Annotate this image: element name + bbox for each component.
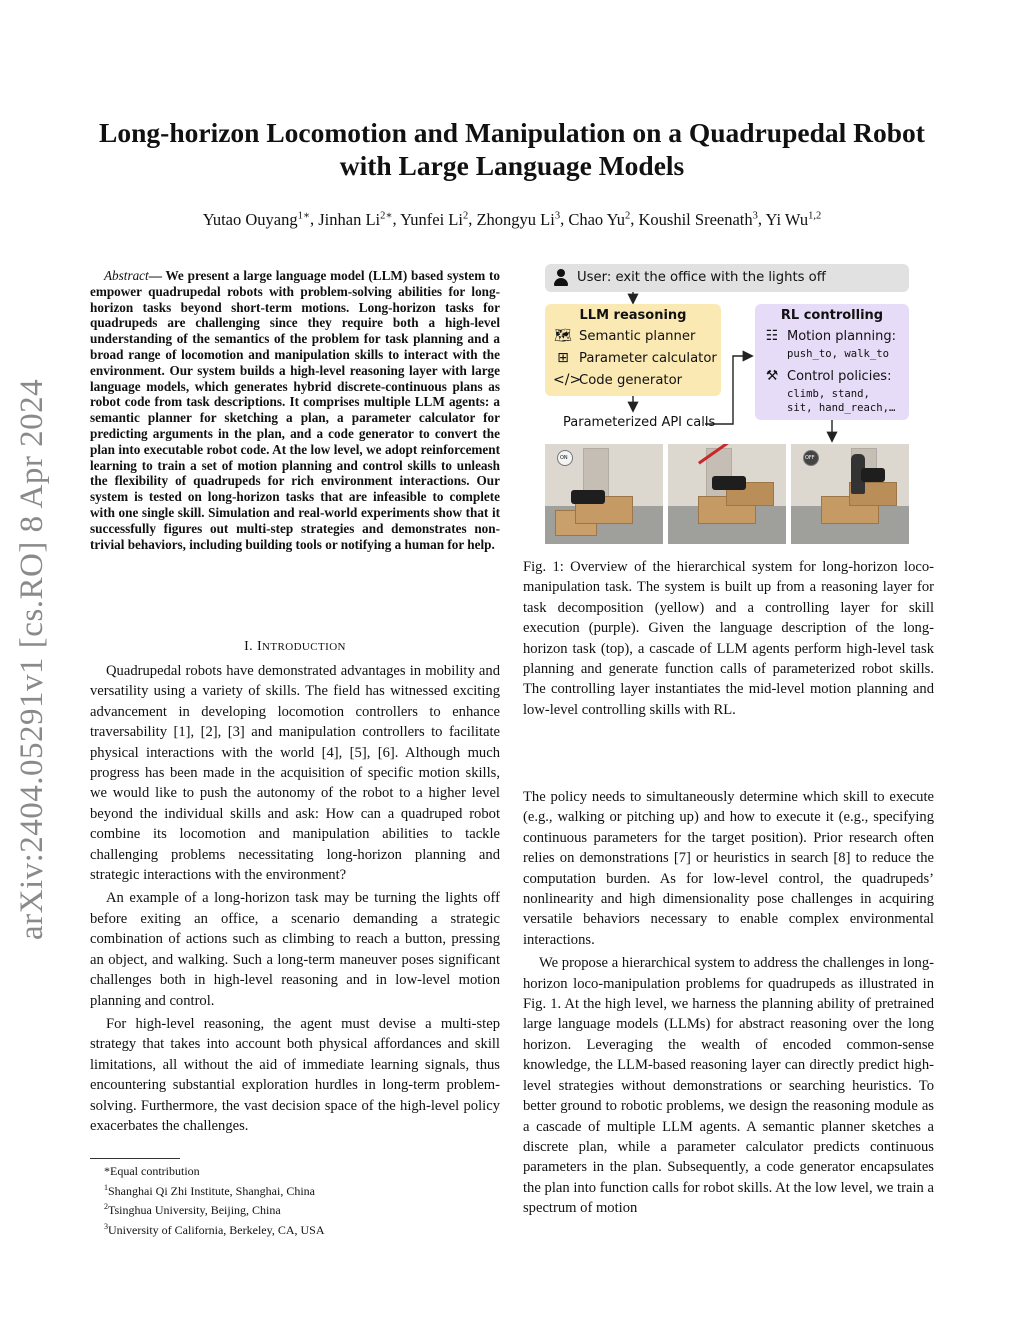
map-icon: 🗺︎ — [554, 328, 572, 344]
footnote: $^2$Tsinghua University, Beijing, China — [104, 1202, 281, 1218]
author: Zhongyu Li$^3$ — [476, 209, 561, 229]
author: Yunfei Li$^2$ — [400, 209, 469, 229]
paper-title — [90, 116, 934, 182]
user-command-text: User: exit the office with the lights off — [577, 270, 826, 285]
author: Yi Wu$^{1,2}$ — [765, 209, 822, 229]
code-generator-item: </>Code generator — [553, 372, 683, 388]
figure-1 — [545, 264, 909, 544]
motion-planning-item: ☷ Motion planning: — [763, 328, 896, 344]
api-calls-label: Parameterized API calls — [563, 415, 716, 430]
abstract-lead: Abstract — [104, 268, 149, 283]
control-code-line-2: sit, hand_reach,… — [787, 402, 896, 414]
author: Koushil Sreenath$^3$ — [638, 209, 758, 229]
author: Jinhan $Li^{2∗}$ — [318, 209, 393, 229]
control-policies-item: ⚒ Control policies: — [763, 368, 891, 384]
semantic-planner-item: 🗺︎ Semantic planner — [554, 328, 696, 344]
footnote: $^3$University of California, Berkeley, CA, USA — [104, 1221, 325, 1237]
rl-controlling-box — [755, 304, 909, 420]
paragraph: The policy needs to simultaneously determine which skill to execute (e.g., walking or pitching up) and how to execute it (e.g., specifying continuous parameters for the target position). Prior research often relies on demonstrations [7] or heuristics in search [8] to reduce the computation burden. As for low-level control, the quadrupeds’ nonlinearity and high dimensionality pose challenges in acquiring versatile behaviors necessary to enable complex environmental interactions. — [523, 789, 934, 948]
paragraph: We propose a hierarchical system to address the challenges in long-horizon loco-manipulation problems for quadrupeds as illustrated in Fig. 1. At the high level, we harness the planning ability of pretrained large language models (LLMs) for abstract reasoning over the long horizon. Leveraging the wealth of encoded common-sense knowledge, the LLM-based reasoning layer can directly predict high-level strategies without demonstrations or searching heuristics. To better ground to robotic problems, we design the reasoning module as a cascade of multiple LLM agents. A semantic planner sketches a discrete plan, while a parameter calculator predicts continuous parameters in the plan. Subsequently, a code generator encapsulates the plan into function calls for robot skills. At the low level, we train a spectrum of motion — [523, 955, 934, 1217]
footnote: $^1$Shanghai Qi Zhi Institute, Shanghai, China — [104, 1182, 315, 1198]
footnote: *Equal contribution — [104, 1164, 200, 1178]
paragraph: Quadrupedal robots have demonstrated advantages in mobility and versatility using a variety of skills. The field has witnessed exciting advancement in developing locomotion controllers to enhance traversability [1], [2], [3] and manipulation controllers to facilitate physical interactions with the world [4], [5], [6]. Although much progress has been made in the acquisition of specific motion skills, we would like to push the autonomy of the robot to a higher level beyond the individual skills and ask: How can a quadruped robot combine its locomotion and manipulation abilities to tackle challenging problems necessitating long-horizon planning and strategic interactions with the environment? — [90, 663, 500, 884]
figure-caption: Fig. 1: Overview of the hierarchical system for long-horizon loco-manipulation task. The system is built up from a reasoning layer for task decomposition (yellow) and a controlling layer for skill execution (purple). Given the language description of the long-horizon task (top), a cascade of LLM agents perform high-level task planning and generate function calls of parameterized robot skills. The controlling layer instantiates the mid-level motion planning and low-level controlling skills with RL. — [523, 559, 934, 718]
section-heading: I. INTRODUCTION — [244, 639, 346, 654]
author-list: Yutao Ouyang$^{1∗}$, Jinhan $Li^{2∗}$, Yunfei Li$^2$, Zhongyu Li$^3$, Chao Yu$^2$, Koushil Sreenath$^3$, Yi Wu$^{1,2}$ — [202, 209, 822, 229]
author: Chao Yu$^2$ — [568, 209, 631, 229]
bulb-off-icon: OFF — [803, 450, 819, 466]
arxiv-stamp: arXiv:2404.05291v1 [cs.RO] 8 Apr 2024 — [14, 378, 50, 940]
parameter-calculator-item: ⊞ Parameter calculator — [553, 350, 717, 366]
llm-title: LLM reasoning — [579, 308, 687, 323]
paragraph: For high-level reasoning, the agent must devise a multi-step strategy that takes into account both physical affordances and skill limitations, all without the aid of immediate learning signals, thus encountering substantial exploration hurdles in long-term problem-solving. Furthermore, the vast decision space of the high-level policy exacerbates the challenges. — [90, 1015, 500, 1134]
llm-reasoning-box — [545, 304, 721, 396]
robot-photo-1 — [545, 444, 663, 544]
intro-body — [90, 661, 500, 1139]
footnotes — [90, 1164, 500, 1238]
author: Yutao Ouyang$^{1∗}$ — [202, 209, 311, 229]
footnote-rule — [90, 1158, 180, 1159]
control-code-line-1: climb, stand, — [787, 388, 870, 400]
right-body — [523, 787, 934, 1222]
robot-photo-2 — [668, 444, 786, 544]
grid-icon: ☷ — [765, 328, 779, 344]
robot-photo-3 — [791, 444, 909, 544]
abstract-text: — We present a large language model (LLM) based system to empower quadrupedal robots with problem-solving abilities for long-horizon tasks beyond short-term motions. Long-horizon tasks for quadrupeds are challenging since they require both a high-level understanding of the semantics of the problem for task planning and a broad range of locomotion and manipulation skills to interact with the environment. Our system builds a high-level reasoning layer with large language models, which generates hybrid discrete-continuous plans as robot code from task descriptions. It comprises multiple LLM agents: a semantic planner for sketching a plan, a parameter calculator for predicting arguments in the plan, and a code generator to convert the plan into executable robot code. At the low level, we adopt reinforcement learning to train a set of motion planning and control skills to unleash the flexibility of quadrupeds for rich environment interactions. Our system is tested on long-horizon tasks that are infeasible to complete with one single skill. Simulation and real-world experiments show that it successfully figures out multi-step strategies and demonstrates non-trivial behaviors, including building tools or notifying a human for help. — [90, 268, 500, 552]
bulb-on-icon: ON — [557, 450, 573, 466]
title-line-1: Long-horizon Locomotion and Manipulation on a Quadrupedal Robot — [99, 117, 925, 148]
title-line-2: with Large Language Models — [339, 150, 685, 181]
rl-title: RL controlling — [780, 308, 884, 323]
paragraph: An example of a long-horizon task may be turning the lights off before exiting an office, a scenario demanding a strategic combination of actions such as climbing to reach a button, pressing an object, and walking. Such a long-term maneuver poses significant challenges both in high-level reasoning and in low-level motion planning and control. — [90, 890, 500, 1009]
tools-icon: ⚒ — [765, 368, 779, 384]
abstract — [90, 268, 500, 552]
calculator-icon: ⊞ — [557, 350, 569, 366]
code-icon: </> — [553, 372, 582, 388]
motion-planning-code: push_to, walk_to — [787, 348, 890, 360]
